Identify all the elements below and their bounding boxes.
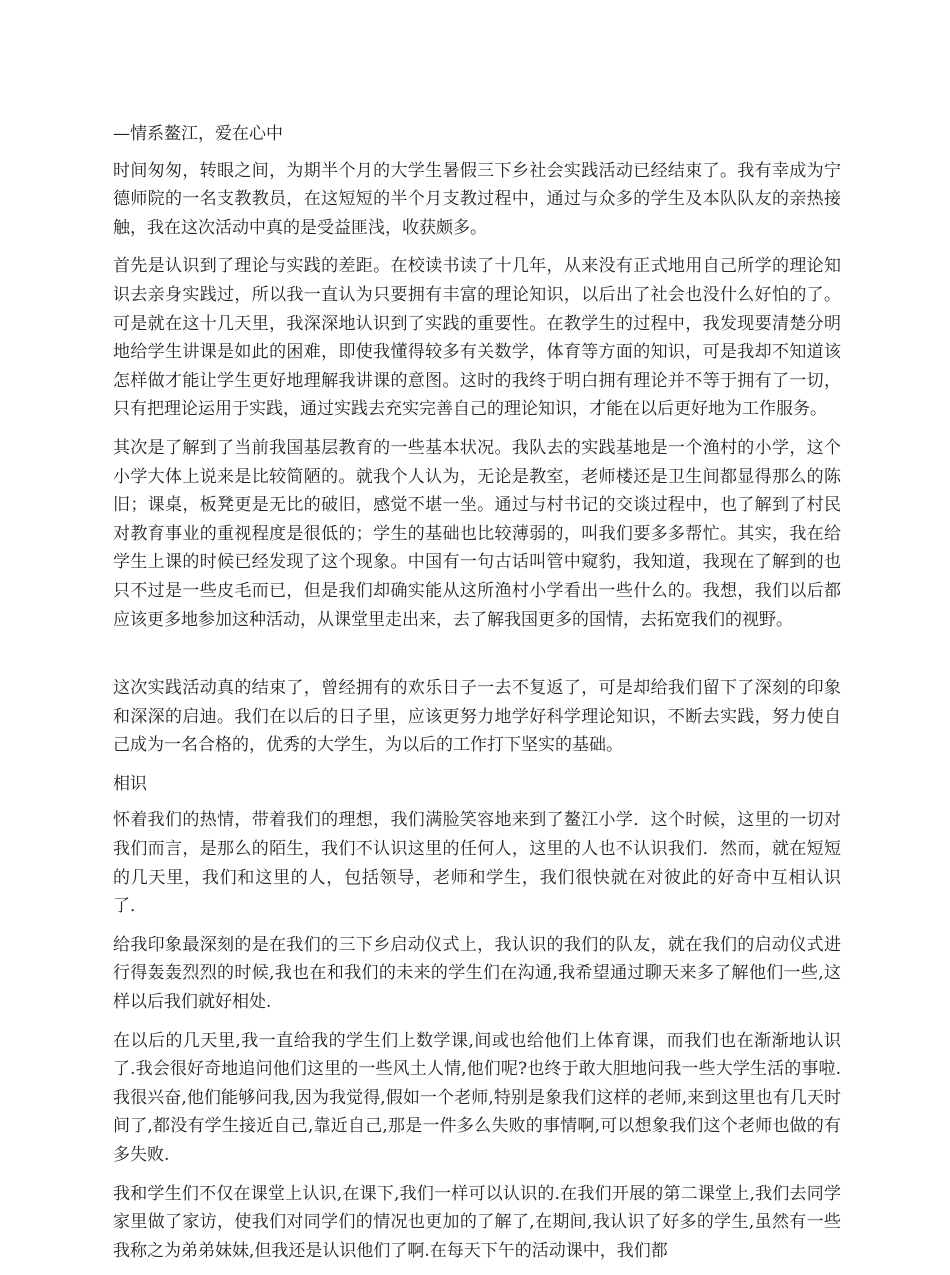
section-heading: 相识 (113, 773, 147, 794)
paragraph-theory-practice: 首先是认识到了理论与实践的差距。在校读书读了十几年，从来没有正式地用自己所学的理论知识去亲身实践过，所以我一直认为只要拥有丰富的理论知识，以后出了社会也没什么好怕的了。可是就在这十几天里，我深深地认识到了实践的重要性。在教学生的过程中，我发现要清楚分明地给学生讲课是如此的困难，即使我懂得较多有关数学，体育等方面的知识，可是我却不知道该怎样做才能让学生更好地理解我讲课的意图。这时的我终于明白拥有理论并不等于拥有了一切，只有把理论运用于实践，通过实践去充实完善自己的理论知识，才能在以后更好地为工作服务。 (113, 256, 841, 420)
paragraph-teaching-days: 在以后的几天里,我一直给我的学生们上数学课,间或也给他们上体育课，而我们也在渐渐地认识了.我会很好奇地追问他们这里的一些风土人情,他们呢?也终于敢大胆地问我一些大学生活的事啦.我很兴奋,他们能够问我,因为我觉得,假如一个老师,特别是象我们这样的老师,来到这里也有几天时间了,都没有学生接近自己,靠近自己,那是一件多么失败的事情啊,可以想象我们这个老师也做的有多失败. (113, 1030, 841, 1165)
paragraph-launch-ceremony: 给我印象最深刻的是在我们的三下乡启动仪式上，我认识的我们的队友，就在我们的启动仪式进行得轰轰烈烈的时候,我也在和我们的未来的学生们在沟通,我希望通过聊天来多了解他们一些,这样以后我们就好相处. (113, 934, 841, 1013)
paragraph-meeting: 怀着我们的热情，带着我们的理想，我们满脸笑容地来到了鳌江小学．这个时候，这里的一切对我们而言，是那么的陌生，我们不认识这里的任何人，这里的人也不认识我们．然而，就在短短的几天里，我们和这里的人，包括领导，老师和学生，我们很快就在对彼此的好奇中互相认识了． (113, 810, 841, 917)
paragraph-conclusion: 这次实践活动真的结束了，曾经拥有的欢乐日子一去不复返了，可是却给我们留下了深刻的印象和深深的启迪。我们在以后的日子里，应该更努力地学好科学理论知识，不断去实践，努力使自己成为一名合格的，优秀的大学生，为以后的工作打下坚实的基础。 (113, 678, 841, 756)
paragraph-basic-education: 其次是了解到了当前我国基层教育的一些基本状况。我队去的实践基地是一个渔村的小学，这个小学大体上说来是比较简陋的。就我个人认为，无论是教室，老师楼还是卫生间都显得那么的陈旧；课桌，板凳更是无比的破旧，感觉不堪一坐。通过与村书记的交谈过程中，也了解到了村民对教育事业的重视程度是很低的；学生的基础也比较薄弱的，叫我们要多多帮忙。其实，我在给学生上课的时候已经发现了这个现象。中国有一句古话叫管中窥豹，我知道，我现在了解到的也只不过是一些皮毛而已，但是我们却确实能从这所渔村小学看出一些什么的。我想，我们以后都应该更多地参加这种活动，从课堂里走出来，去了解我国更多的国情，去拓宽我们的视野。 (113, 437, 841, 630)
paragraph-intro: 时间匆匆，转眼之间，为期半个月的大学生暑假三下乡社会实践活动已经结束了。我有幸成为宁德师院的一名支教教员，在这短短的半个月支教过程中，通过与众多的学生及本队队友的亲热接触，我在这次活动中真的是受益匪浅，收获颇多。 (113, 160, 841, 238)
document-subtitle: —情系鳌江，爱在心中 (113, 124, 283, 144)
document-body (113, 120, 841, 1275)
paragraph-home-visits: 我和学生们不仅在课堂上认识,在课下,我们一样可以认识的.在我们开展的第二课堂上,我们去同学家里做了家访，使我们对同学们的情况也更加的了解了,在期间,我认识了好多的学生,虽然有一些我称之为弟弟妹妹,但我还是认识他们了啊.在每天下午的活动课中，我们都 (113, 1183, 841, 1261)
